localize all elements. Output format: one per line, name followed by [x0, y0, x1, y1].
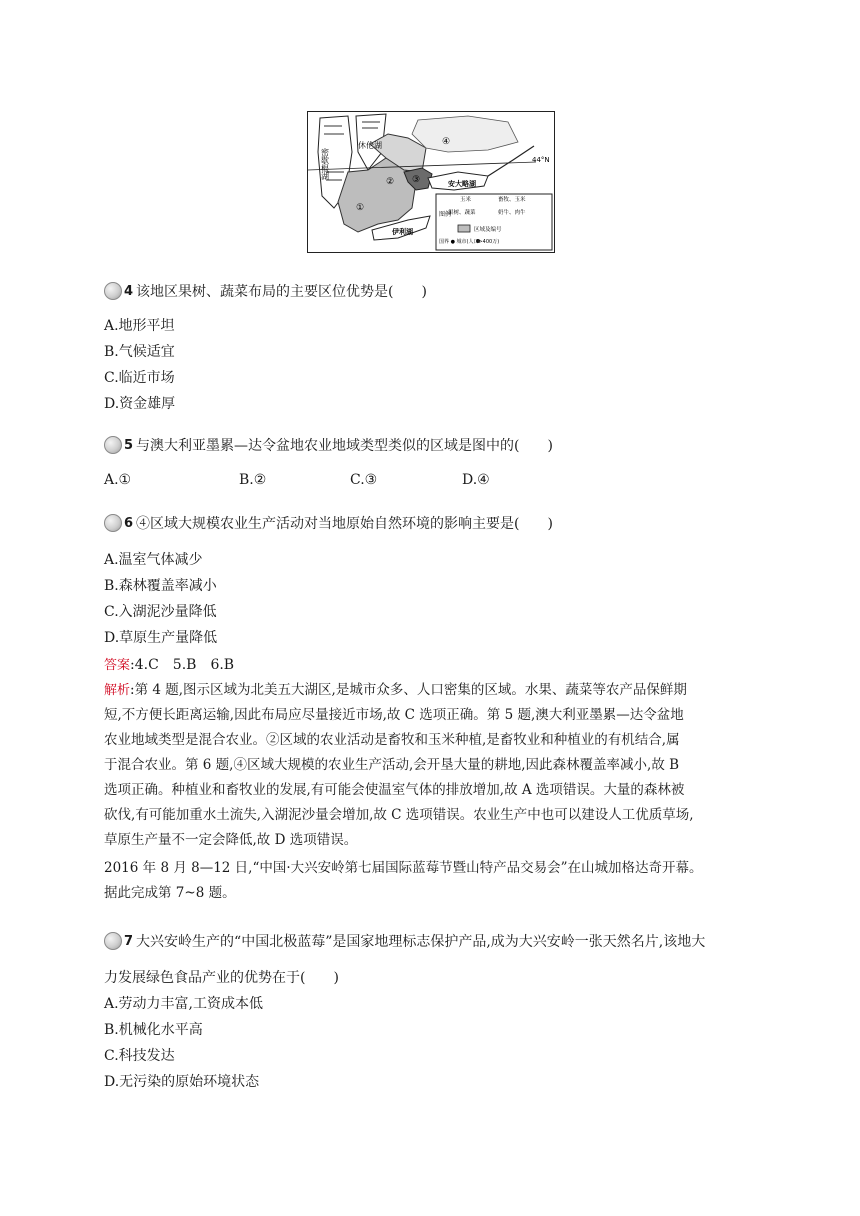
- q7-option-b: B.机械化水平高: [104, 1022, 203, 1038]
- legend-livestock-corn: 畜牧、玉米: [498, 197, 526, 203]
- question-7-text-cont: 力发展绿色食品产业的优势在于( ): [104, 970, 339, 986]
- q7-option-d: D.无污染的原始环境状态: [104, 1074, 260, 1090]
- lake-michigan-label: 密歇根湖: [320, 148, 330, 180]
- analysis-label: 解析: [104, 683, 131, 698]
- legend-corn: 玉米: [460, 197, 472, 203]
- latitude-label: 44°N: [532, 156, 550, 164]
- question-number: 6: [124, 515, 134, 531]
- question-5-header: [104, 434, 553, 456]
- q5-option-b: B.②: [239, 472, 267, 488]
- legend-fruit-veg: 果树、蔬菜: [448, 210, 476, 216]
- q6-option-a: A.温室气体减少: [104, 552, 203, 568]
- legend-border-city: 国界 ● 城市(人口>400万): [439, 239, 500, 245]
- map-svg: [308, 112, 554, 252]
- question-text: ④区域大规模农业生产活动对当地原始自然环境的影响主要是( ): [136, 516, 553, 532]
- answer-label: 答案: [104, 658, 131, 673]
- analysis-line: 草原生产量不一定会降低,故 D 选项错误。: [104, 832, 358, 848]
- question-bullet-icon: [104, 932, 122, 950]
- question-6-header: [104, 512, 553, 534]
- great-lakes-agriculture-map: [307, 111, 555, 253]
- analysis-line: 选项正确。种植业和畜牧业的发展,有可能会使温室气体的排放增加,故 A 选项错误。大量的森林被: [104, 782, 685, 798]
- q4-option-c: C.临近市场: [104, 370, 175, 386]
- analysis-line: 农业地域类型是混合农业。②区域的农业活动是畜牧和玉米种植,是畜牧业和种植业的有机结合,属: [104, 732, 680, 748]
- analysis-line: :第 4 题,图示区域为北美五大湖区,是城市众多、人口密集的区域。水果、蔬菜等农产品保鲜期: [130, 682, 687, 698]
- question-bullet-icon: [104, 514, 122, 532]
- region-4-label: ④: [442, 137, 451, 147]
- legend-region-id: 区域及编号: [474, 227, 502, 233]
- q4-option-b: B.气候适宜: [104, 344, 175, 360]
- analysis-block: [104, 678, 764, 853]
- question-number: 5: [124, 437, 134, 453]
- q6-option-c: C.入湖泥沙量降低: [104, 604, 217, 620]
- answer-text: :4.C 5.B 6.B: [130, 657, 235, 673]
- q5-option-a: A.①: [104, 472, 132, 488]
- answer-line: [104, 654, 234, 674]
- lake-huron-label: 休伦湖: [358, 141, 382, 150]
- region-2-label: ②: [386, 177, 395, 187]
- q7-option-a: A.劳动力丰富,工资成本低: [104, 996, 264, 1012]
- intro-line: 据此完成第 7~8 题。: [104, 885, 236, 901]
- region-4-shape: [412, 116, 518, 152]
- question-4-header: [104, 280, 427, 302]
- lake-erie-label: 伊利湖: [392, 228, 413, 236]
- region-1-label: ①: [356, 203, 365, 213]
- legend-title: 图例: [439, 211, 452, 218]
- question-7-header: [104, 930, 705, 952]
- intro-block: [104, 856, 764, 906]
- intro-line: 2016 年 8 月 8—12 日,“中国·大兴安岭第七届国际蓝莓节暨山特产品交易会”在山城加格达奇开幕。: [104, 860, 703, 876]
- q5-option-d: D.④: [462, 472, 490, 488]
- q7-option-c: C.科技发达: [104, 1048, 175, 1064]
- analysis-line: 短,不方便长距离运输,因此布局应尽量接近市场,故 C 选项正确。第 5 题,澳大利亚墨累—达令盆地: [104, 707, 684, 723]
- q6-option-b: B.森林覆盖率减小: [104, 578, 217, 594]
- q4-option-d: D.资金雄厚: [104, 396, 176, 412]
- q6-option-d: D.草原生产量降低: [104, 630, 218, 646]
- region-3-label: ③: [412, 175, 421, 185]
- question-number: 7: [124, 933, 134, 949]
- analysis-line: 于混合农业。第 6 题,④区域大规模的农业生产活动,会开垦大量的耕地,因此森林覆盖率减小,故 B: [104, 757, 680, 773]
- question-text: 大兴安岭生产的“中国北极蓝莓”是国家地理标志保护产品,成为大兴安岭一张天然名片,该地大: [136, 934, 706, 950]
- question-text: 与澳大利亚墨累—达令盆地农业地域类型类似的区域是图中的( ): [136, 438, 553, 454]
- question-text: 该地区果树、蔬菜布局的主要区位优势是( ): [136, 284, 427, 300]
- lake-ontario-label: 安大略湖: [448, 180, 476, 188]
- q5-option-c: C.③: [350, 472, 378, 488]
- question-number: 4: [124, 283, 134, 299]
- legend-dairy-beef: 奶牛、肉牛: [498, 210, 526, 216]
- question-bullet-icon: [104, 436, 122, 454]
- q4-option-a: A.地形平坦: [104, 318, 175, 334]
- question-bullet-icon: [104, 282, 122, 300]
- analysis-line: 砍伐,有可能加重水土流失,入湖泥沙量会增加,故 C 选项错误。农业生产中也可以建设人工优质草场,: [104, 807, 694, 823]
